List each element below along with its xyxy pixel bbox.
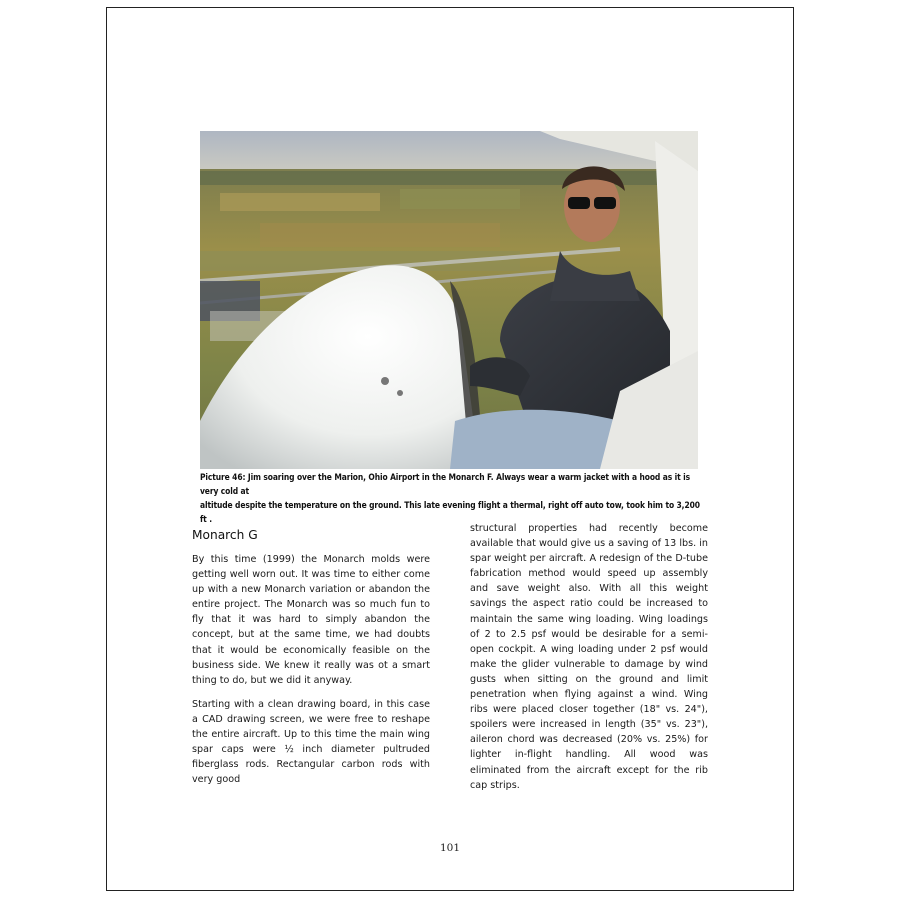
caption-line-2: altitude despite the temperature on the ground. This late evening flight a thermal, right off auto tow, took him to 3,200 ft . [200, 500, 700, 524]
photo-pilot-in-glider [200, 131, 698, 469]
text-column-left [192, 522, 430, 796]
photo-caption [200, 470, 700, 526]
body-paragraph: Starting with a clean drawing board, in this case a CAD drawing screen, we were free to reshape the entire aircraft. Up to this time the main wing spar caps were ½ inch diameter pultruded fiberglass rods. Rectangular carbon rods with very good [192, 698, 430, 786]
body-paragraph: structural properties had recently become available that would give us a saving of 13 lbs. in spar weight per aircraft. A redesign of the D-tube fabrication method would speed up assembly and save weight also. With all this weight savings the aspect ratio could be increased to maintain the same wing loading. Wing loadings of 2 to 2.5 psf would be desirable for a semi-open cockpit. A wing loading under 2 psf would make the glider vulnerable to damage by wind gusts when sitting on the ground and limit penetration when flying against a wind. Wing ribs were placed closer together (18" vs. 24"), spoilers were increased in length (35" vs. 23"), aileron chord was decreased (20% vs. 25%) for lighter in-flight handling. All wood was eliminated from the aircraft except for the rib cap strips. [470, 523, 708, 791]
caption-line-1: Picture 46: Jim soaring over the Marion, Ohio Airport in the Monarch F. Always wear a warm jacket with a hood as it is very cold at [200, 472, 691, 496]
section-heading: Monarch G [192, 528, 258, 542]
text-column-right [470, 521, 708, 802]
page-number: 101 [439, 842, 461, 854]
body-paragraph: By this time (1999) the Monarch molds were getting well worn out. It was time to either come up with a new Monarch variation or abandon the entire project. The Monarch was so much fun to fly that it was hard to simply abandon the concept, but at the same time, we had doubts that it would be economically feasible on the business side. We knew it really was ot a smart thing to do, but we did it anyway. [192, 554, 430, 686]
photo-illustration [200, 131, 698, 469]
